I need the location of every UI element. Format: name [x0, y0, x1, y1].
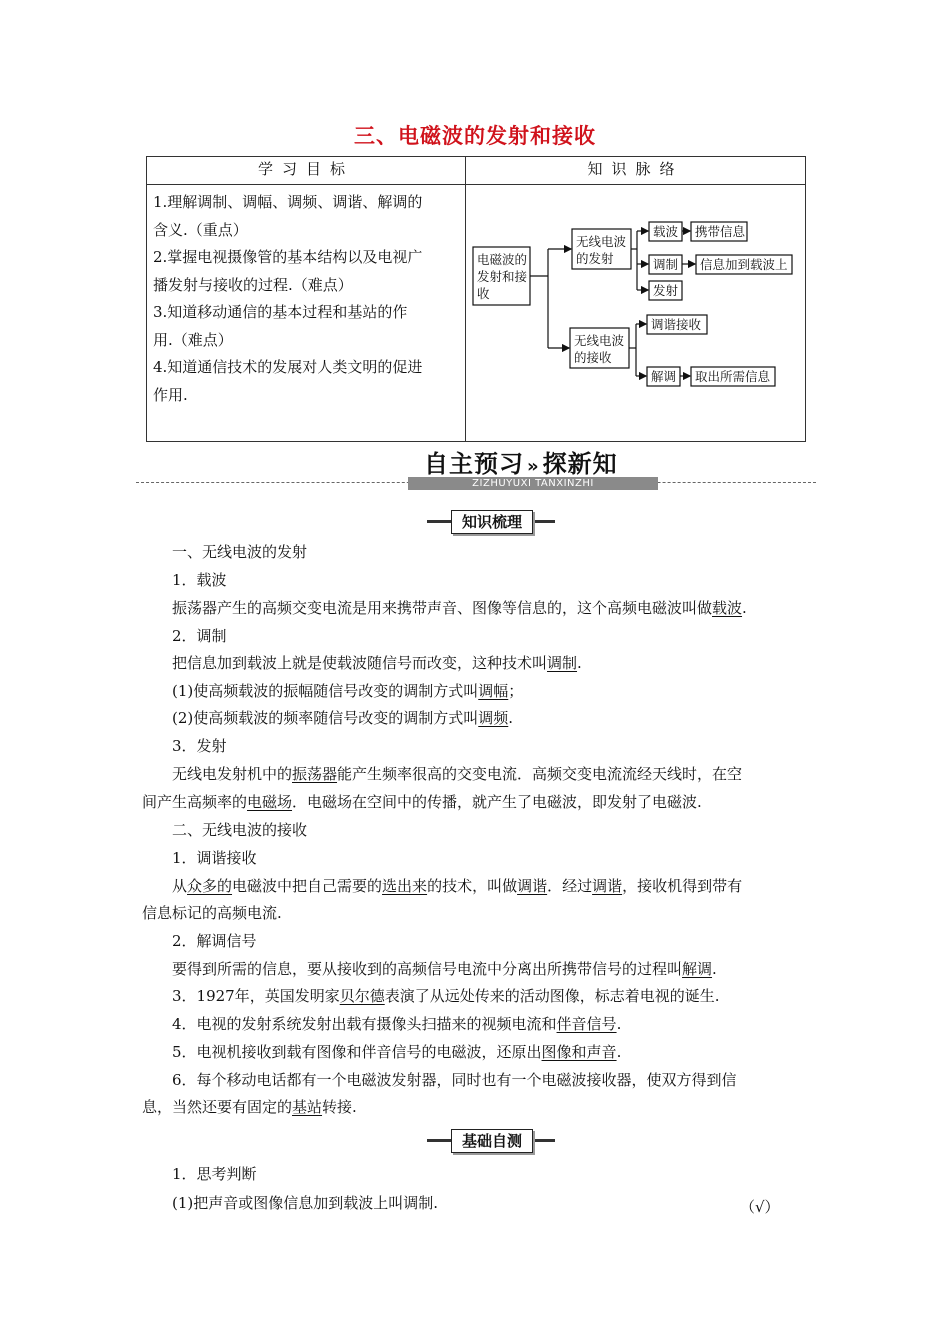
- answer-blank: 调频: [478, 709, 509, 727]
- text-span: 振荡器产生的高频交变电流是用来携带声音、图像等信息的，这个高频电磁波叫做: [172, 599, 713, 617]
- knowledge-tag-label: 知识梳理: [451, 510, 533, 534]
- carry-info-node: 携带信息: [695, 224, 746, 239]
- root-node-line: 发射和接: [477, 269, 528, 284]
- answer-blank: 载波: [712, 599, 743, 617]
- text-line: [142, 792, 822, 812]
- text-span: 电磁波中把自己需要的: [232, 877, 383, 895]
- text-line: 1．载波: [172, 571, 227, 589]
- text-span: 能产生频率很高的交变电流．高频交变电流流经天线时，在空: [337, 765, 743, 783]
- text-span: 4．电视的发射系统发射出载有摄像头扫描来的视频电流和: [172, 1015, 557, 1033]
- text-span: 无线电发射机中的: [172, 765, 293, 783]
- text-span: 要得到所需的信息，要从接收到的高频信号电流中分离出所携带信号的过程叫: [172, 960, 683, 978]
- text-span: .: [742, 599, 747, 617]
- text-line: [142, 1097, 822, 1117]
- info-on-carrier-node: 信息加到载波上: [700, 257, 788, 272]
- text-line: 一、无线电波的发射: [172, 543, 308, 561]
- question-line: (1)把声音或图像信息加到载波上叫调制.: [172, 1194, 439, 1212]
- goal-line: 作用.: [153, 385, 188, 404]
- carrier-node: 载波: [653, 224, 679, 239]
- tuning-node: 调谐接收: [651, 317, 702, 332]
- text-line: [142, 1042, 852, 1062]
- knowledge-map-cell: [466, 185, 806, 442]
- text-span: .: [577, 654, 582, 672]
- knowledge-map-header: 知识脉络: [466, 157, 806, 185]
- answer-blank: 调谐: [517, 877, 548, 895]
- answer-blank: 解调: [682, 960, 713, 978]
- answer-blank: 图像和声音: [541, 1043, 617, 1061]
- text-line: 2．调制: [172, 627, 227, 645]
- text-line: [142, 708, 852, 728]
- text-line: 2．解调信号: [172, 932, 257, 950]
- text-line: [142, 959, 852, 979]
- answer-blank: 调谐: [592, 877, 623, 895]
- selftest-tag-label: 基础自测: [451, 1129, 533, 1153]
- section-banner: [416, 444, 642, 492]
- demod-node: 解调: [651, 369, 677, 384]
- text-span: (2)使高频载波的频率随信号改变的调制方式叫: [172, 709, 479, 727]
- emit-node-line: 的发射: [576, 251, 614, 266]
- answer-blank: 贝尔德: [339, 987, 385, 1005]
- emit-node-line: 无线电波: [576, 234, 627, 249]
- knowledge-tag: [427, 510, 555, 532]
- text-line: 信息标记的高频电流.: [142, 904, 282, 922]
- recv-node-line: 无线电波: [574, 333, 625, 348]
- text-span: 间产生高频率的: [142, 793, 248, 811]
- goal-line: 3.知道移动通信的基本过程和基站的作: [153, 303, 408, 321]
- text-span: .: [616, 1043, 622, 1061]
- text-span: 转接.: [322, 1098, 357, 1116]
- banner-title: [424, 444, 618, 479]
- text-span: (1)使高频载波的振幅随信号改变的调制方式叫: [172, 682, 479, 700]
- answer-blank: 调制: [547, 654, 578, 672]
- root-node-line: 电磁波的: [477, 252, 528, 267]
- extract-node: 取出所需信息: [695, 369, 771, 384]
- text-span: 息，当然还要有固定的: [142, 1098, 293, 1116]
- goals-list: [147, 185, 466, 442]
- text-line: [142, 653, 852, 673]
- answer-blank: 振荡器: [292, 765, 338, 783]
- knowledge-map-diagram: [466, 185, 804, 437]
- text-line: [142, 681, 852, 701]
- banner-pinyin: ZIZHUYUXI TANXINZHI: [408, 477, 658, 490]
- banner-arrow-icon: »: [527, 456, 540, 477]
- text-span: 从: [172, 877, 188, 895]
- text-line: 6．每个移动电话都有一个电磁波发射器，同时也有一个电磁波接收器，使双方得到信: [172, 1071, 737, 1089]
- banner-sub: 探新知: [542, 450, 618, 478]
- text-span: .: [508, 709, 514, 727]
- text-span: 的技术，叫做: [427, 877, 518, 895]
- text-span: 表演了从远处传来的活动图像，标志着电视的诞生.: [384, 987, 720, 1005]
- text-span: ．电磁场在空间中的传播，就产生了电磁波，即发射了电磁波.: [292, 793, 702, 811]
- banner-main: 自主预习: [424, 450, 524, 478]
- text-line: 1．思考判断: [172, 1165, 257, 1183]
- recv-node-line: 的接收: [574, 350, 612, 365]
- answer-mark: （√）: [740, 1198, 780, 1216]
- answer-blank: 选出来: [382, 877, 428, 895]
- goal-line: 4.知道通信技术的发展对人类文明的促进: [153, 358, 423, 376]
- goal-line: 1.理解调制、调幅、调频、调谐、解调的: [153, 193, 423, 211]
- text-span: 把信息加到载波上就是使载波随信号而改变，这种技术叫: [172, 654, 548, 672]
- transmit-node: 发射: [653, 283, 679, 298]
- answer-blank: 伴音信号: [556, 1015, 617, 1033]
- text-line: [142, 876, 852, 896]
- answer-blank: 电磁场: [247, 793, 293, 811]
- goals-header: 学习目标: [147, 157, 466, 185]
- goal-line: 含义.（重点）: [153, 220, 248, 239]
- text-span: 3．1927年，英国发明家: [172, 987, 340, 1005]
- answer-blank: 基站: [292, 1098, 323, 1116]
- page-title: 三、电磁波的发射和接收: [354, 124, 596, 148]
- objectives-table: [146, 156, 806, 442]
- text-line: 二、无线电波的接收: [172, 821, 308, 839]
- text-line: [142, 1014, 852, 1034]
- modulate-node: 调制: [653, 257, 679, 272]
- text-span: ，接收机得到带有: [622, 877, 743, 895]
- text-line: [142, 986, 852, 1006]
- goal-line: 2.掌握电视摄像管的基本结构以及电视广: [153, 248, 423, 266]
- text-span: ；: [508, 682, 524, 700]
- text-line: 3．发射: [172, 737, 227, 755]
- selftest-tag: [427, 1129, 555, 1151]
- goal-line: 播发射与接收的过程.（难点）: [153, 275, 353, 294]
- text-span: .: [712, 960, 717, 978]
- answer-blank: 调幅: [478, 682, 509, 700]
- root-node-line: 收: [477, 286, 490, 301]
- text-line: [142, 598, 852, 618]
- goal-line: 用.（难点）: [153, 330, 233, 349]
- text-span: .: [616, 1015, 622, 1033]
- text-line: [142, 764, 852, 784]
- text-line: 1．调谐接收: [172, 849, 257, 867]
- text-span: ．经过: [547, 877, 593, 895]
- answer-blank: 众多的: [187, 877, 233, 895]
- text-span: 5．电视机接收到载有图像和伴音信号的电磁波，还原出: [172, 1043, 542, 1061]
